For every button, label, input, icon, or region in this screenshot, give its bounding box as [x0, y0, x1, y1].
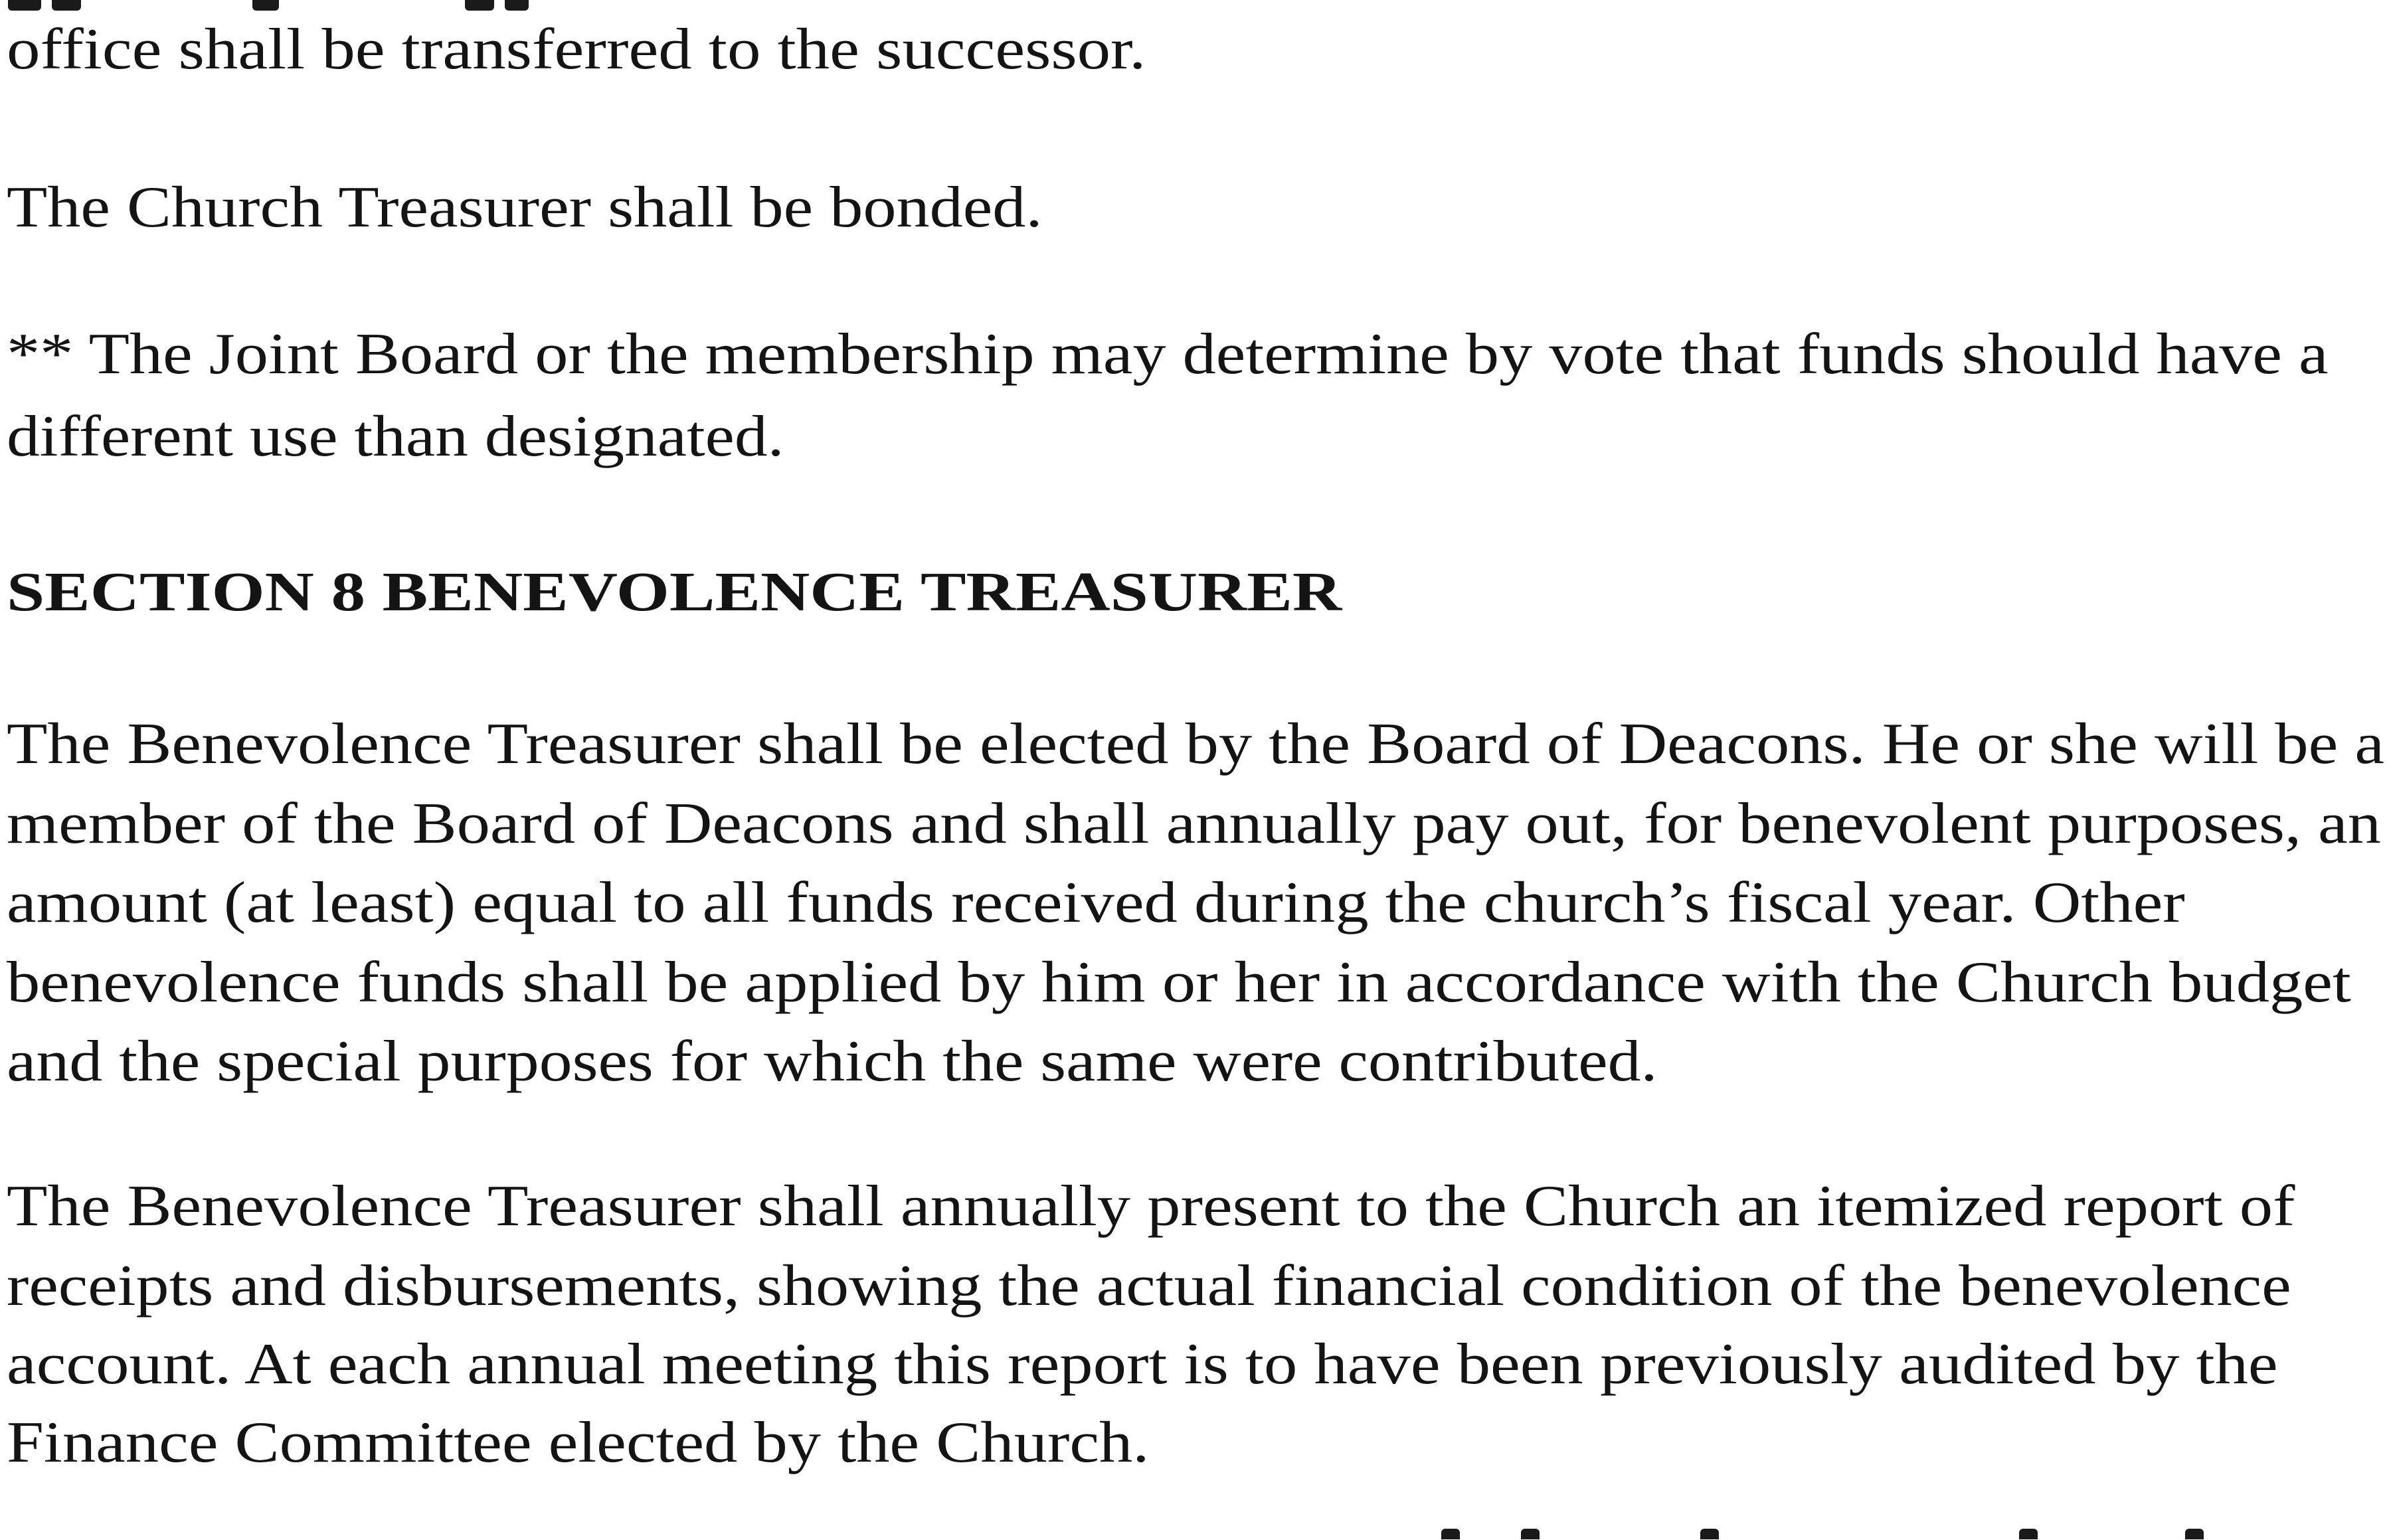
text-line: receipts and disbursements, showing the actual financial condition of the benevolence	[7, 1254, 2291, 1318]
text-line: Finance Committee elected by the Church.	[7, 1411, 1150, 1475]
text-line: office shall be transferred to the successor.	[7, 17, 1146, 82]
clipped-line-bottom	[0, 1525, 2391, 1540]
section-heading: SECTION 8 BENEVOLENCE TREASURER	[7, 561, 1342, 623]
text-line: The Benevolence Treasurer shall be elected by the Board of Deacons. He or she will be a	[7, 712, 2385, 776]
text-line: The Church Treasurer shall be bonded.	[7, 175, 1043, 240]
text-line: The Benevolence Treasurer shall annually present to the Church an itemized report of	[7, 1174, 2295, 1239]
text-line: different use than designated.	[7, 404, 784, 469]
text-line: amount (at least) equal to all funds received during the church’s fiscal year. Other	[7, 871, 2185, 935]
text-line: member of the Board of Deacons and shall annually pay out, for benevolent purposes, an	[7, 792, 2381, 856]
text-line: benevolence funds shall be applied by him or her in accordance with the Church budget	[7, 950, 2351, 1015]
text-line: account. At each annual meeting this report is to have been previously audited by the	[7, 1332, 2278, 1397]
text-line: ** The Joint Board or the membership may determine by vote that funds should have a	[7, 322, 2329, 386]
text-line: and the special purposes for which the same were contributed.	[7, 1029, 1658, 1094]
